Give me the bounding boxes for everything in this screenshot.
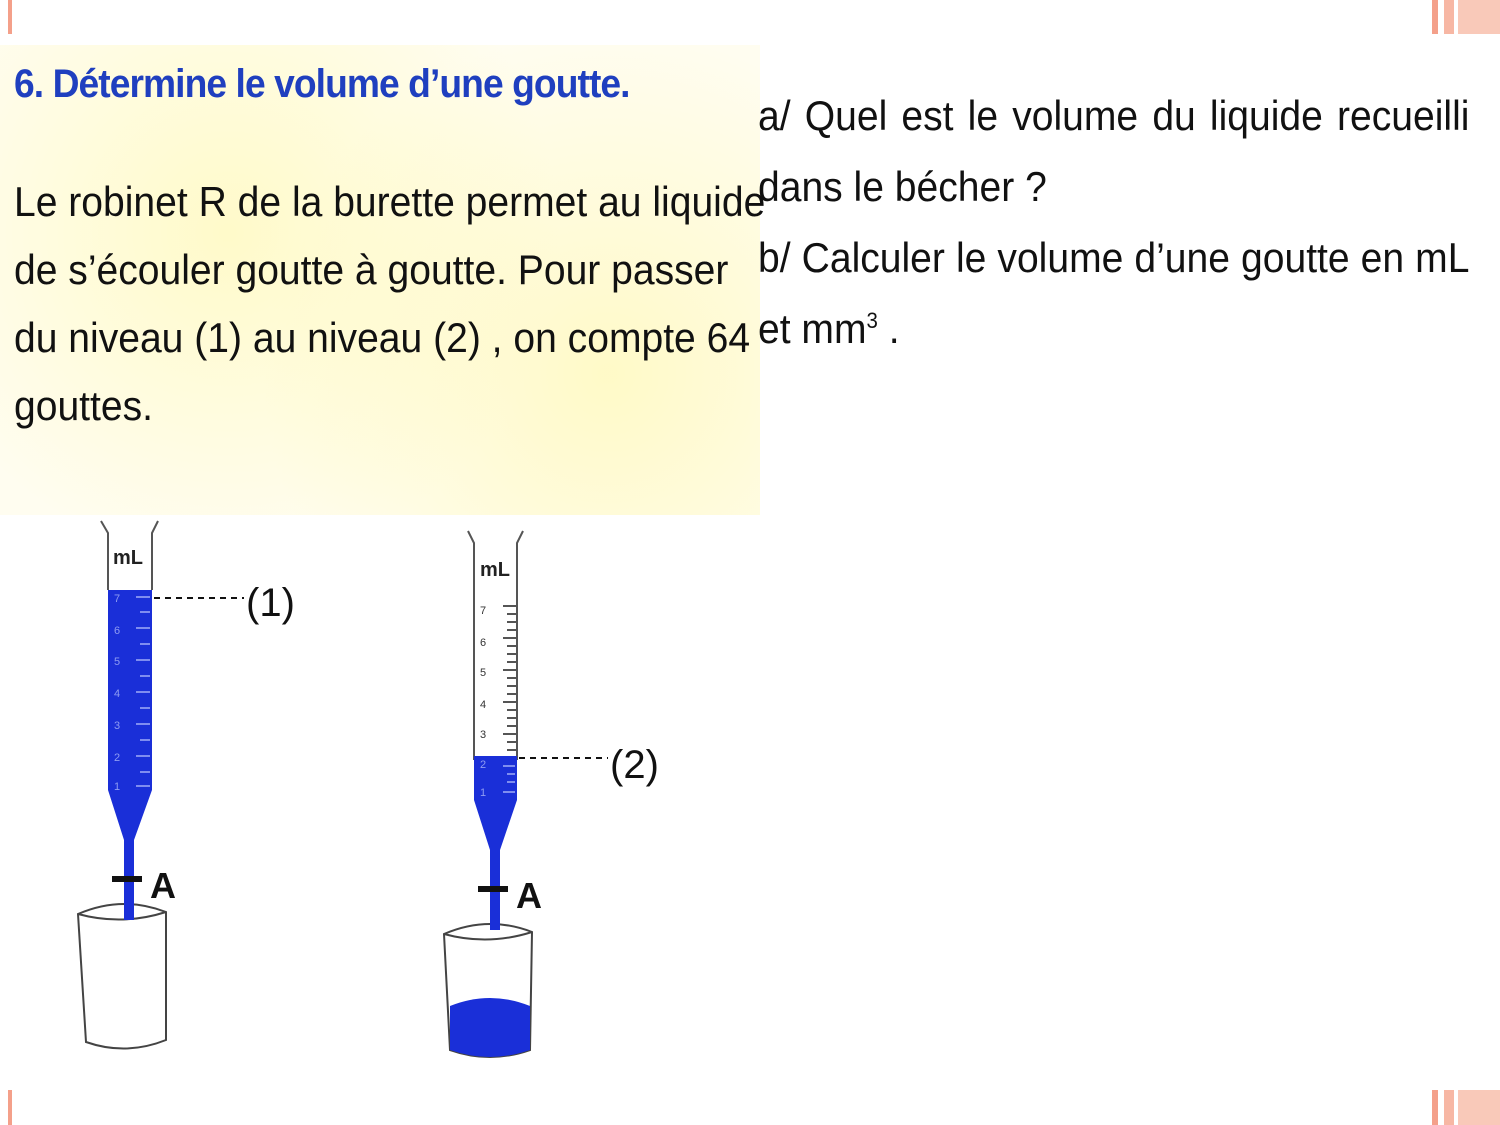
paragraph-line: gouttes. bbox=[14, 382, 153, 429]
valve-label-right: A bbox=[516, 875, 542, 916]
unit-label-left: mL bbox=[113, 547, 143, 569]
exercise-title: 6. Détermine le volume d’une goutte. bbox=[14, 62, 630, 106]
tick-label: 2 bbox=[114, 752, 121, 764]
beaker-right bbox=[444, 924, 532, 1057]
beaker-left bbox=[78, 904, 166, 1049]
tick-label: 4 bbox=[114, 688, 121, 700]
burette-left bbox=[78, 521, 295, 1049]
tick-label: 5 bbox=[114, 656, 121, 668]
paragraph-line: du niveau (1) au niveau (2) , on compte 64 bbox=[14, 314, 751, 361]
tick-label: 1 bbox=[114, 781, 121, 793]
tick-label: 3 bbox=[480, 729, 487, 741]
burette-right bbox=[444, 531, 659, 1057]
unit-label-right: mL bbox=[480, 559, 510, 581]
valve-label-left: A bbox=[150, 865, 176, 906]
paragraph-line: Le robinet R de la burette permet au liquide bbox=[14, 178, 766, 225]
tick-label: 3 bbox=[114, 720, 121, 732]
question-a-line: dans le bécher ? bbox=[758, 163, 1047, 210]
scale-ticks-right bbox=[503, 606, 517, 750]
tick-label: 7 bbox=[480, 605, 487, 617]
level-1-label: (1) bbox=[246, 581, 295, 625]
question-b-end: . bbox=[877, 305, 900, 352]
beaker-liquid bbox=[450, 998, 530, 1057]
tick-label: 6 bbox=[480, 637, 487, 649]
tick-label: 4 bbox=[480, 699, 487, 711]
question-a-line: a/ Quel est le volume du liquide recueilli bbox=[758, 92, 1470, 139]
question-b-text: et mm bbox=[758, 305, 867, 352]
cubic-exponent: 3 bbox=[866, 308, 878, 333]
tick-label: 7 bbox=[114, 593, 121, 605]
tick-label: 6 bbox=[114, 625, 121, 637]
level-2-label: (2) bbox=[610, 743, 659, 787]
tick-label: 2 bbox=[480, 759, 487, 771]
tick-label: 1 bbox=[480, 787, 487, 799]
tick-label: 5 bbox=[480, 667, 487, 679]
question-b-line: b/ Calculer le volume d’une goutte en mL bbox=[758, 234, 1470, 281]
paragraph-line: de s’écouler goutte à goutte. Pour passer bbox=[14, 246, 729, 293]
